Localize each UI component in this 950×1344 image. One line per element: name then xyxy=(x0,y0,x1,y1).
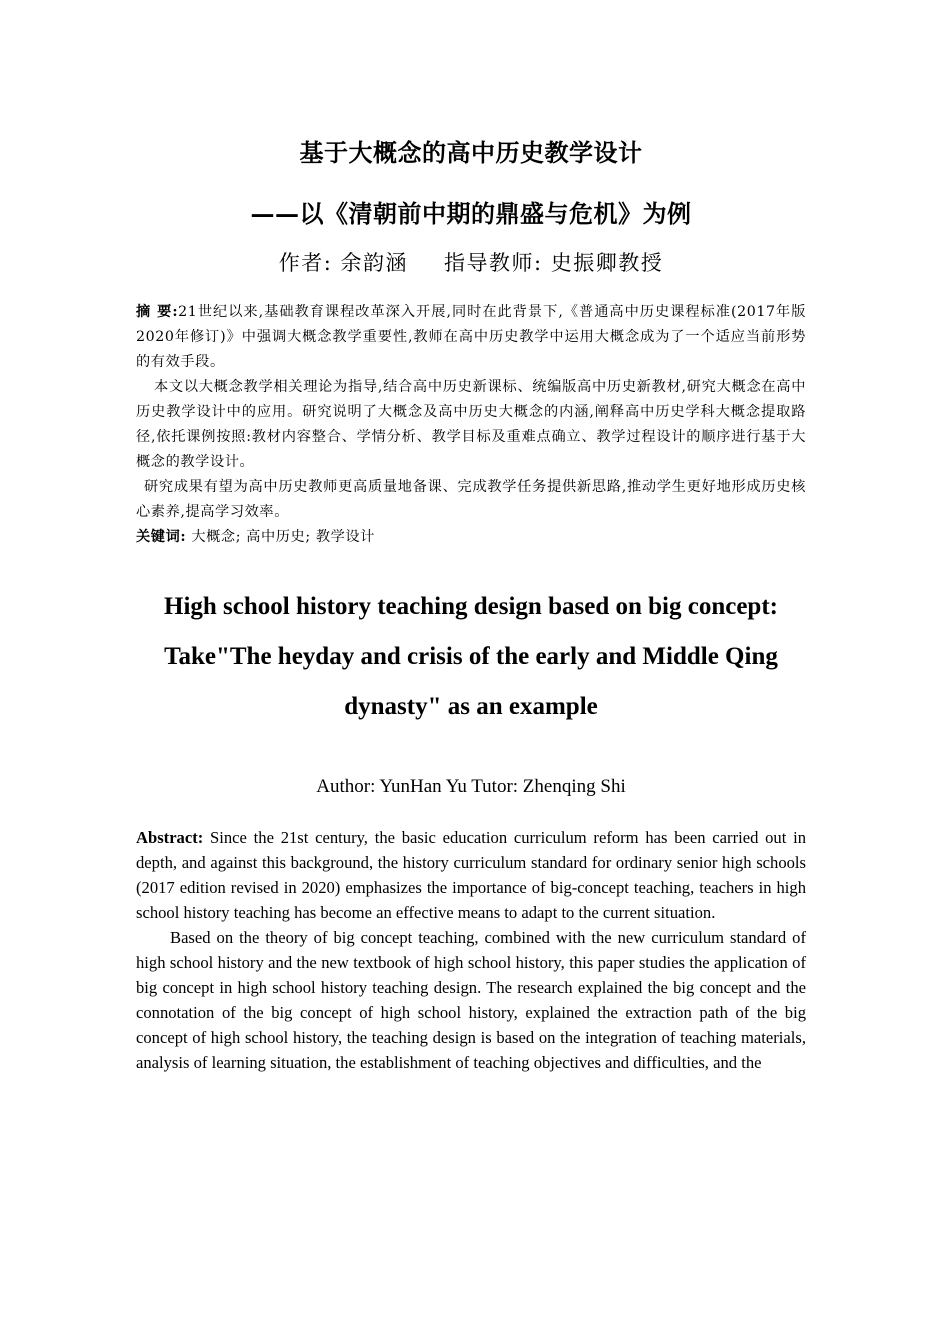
chinese-abstract-paragraph-1 xyxy=(136,300,806,375)
chinese-keywords xyxy=(136,525,806,550)
english-abstract-paragraph-1 xyxy=(136,825,806,925)
english-abstract xyxy=(136,825,806,1075)
english-title xyxy=(96,582,846,732)
english-title-line-2: Take"The heyday and crisis of the early and Middle Qing xyxy=(164,643,778,670)
chinese-subtitle: ——以《清朝前中期的鼎盛与危机》为例 xyxy=(250,199,692,228)
chinese-author: 作者: 余韵涵 xyxy=(278,251,408,275)
chinese-abstract xyxy=(136,300,806,550)
english-abstract-text-1: Since the 21st century, the basic education curriculum reform has been carried out in depth, and against this background, the history curriculum standard for ordinary senior high schools (2017 edition revised in 2020) emphasizes the importance of big-concept teaching, teachers in high school history teaching has become an effective means to adapt to the current situation. xyxy=(136,828,806,922)
chinese-tutor: 指导教师: 史振卿教授 xyxy=(444,251,664,275)
english-title-line-1: High school history teaching design based on big concept: xyxy=(164,593,778,620)
chinese-author-line xyxy=(126,247,816,279)
chinese-abstract-label: 摘 要: xyxy=(136,304,179,320)
english-title-line-3: dynasty" as an example xyxy=(344,693,598,720)
chinese-abstract-text-1: 21世纪以来,基础教育课程改革深入开展,同时在此背景下,《普通高中历史课程标准(2017年版2020年修订)》中强调大概念教学重要性,教师在高中历史教学中运用大概念成为了一个适应当前形势的有效手段。 xyxy=(136,304,806,370)
english-abstract-paragraph-2: Based on the theory of big concept teaching, combined with the new curriculum standard of high school history and the new textbook of high school history, this paper studies the application of big concept in high school history teaching design. The research explained the big concept and the connotation of the big concept of high school history, explained the extraction path of the big concept of high school history, the teaching design is based on the integration of teaching materials, analysis of learning situation, the establishment of teaching objectives and difficulties, and the xyxy=(136,928,806,1072)
chinese-keywords-text: 大概念; 高中历史; 教学设计 xyxy=(191,529,375,545)
chinese-abstract-paragraph-3: 研究成果有望为高中历史教师更高质量地备课、完成教学任务提供新思路,推动学生更好地形成历史核心素养,提高学习效率。 xyxy=(136,479,806,520)
chinese-title: 基于大概念的高中历史教学设计 xyxy=(299,138,643,167)
english-abstract-label: Abstract: xyxy=(136,828,204,847)
chinese-abstract-paragraph-2: 本文以大概念教学相关理论为指导,结合高中历史新课标、统编版高中历史新教材,研究大概念在高中历史教学设计中的应用。研究说明了大概念及高中历史大概念的内涵,阐释高中历史学科大概念提取路径,依托课例按照:教材内容整合、学情分析、教学目标及重难点确立、教学过程设计的顺序进行基于大概念的教学设计。 xyxy=(136,379,806,470)
english-author-line: Author: YunHan Yu Tutor: Zhenqing Shi xyxy=(316,776,626,797)
chinese-keywords-label: 关键词: xyxy=(136,529,187,545)
